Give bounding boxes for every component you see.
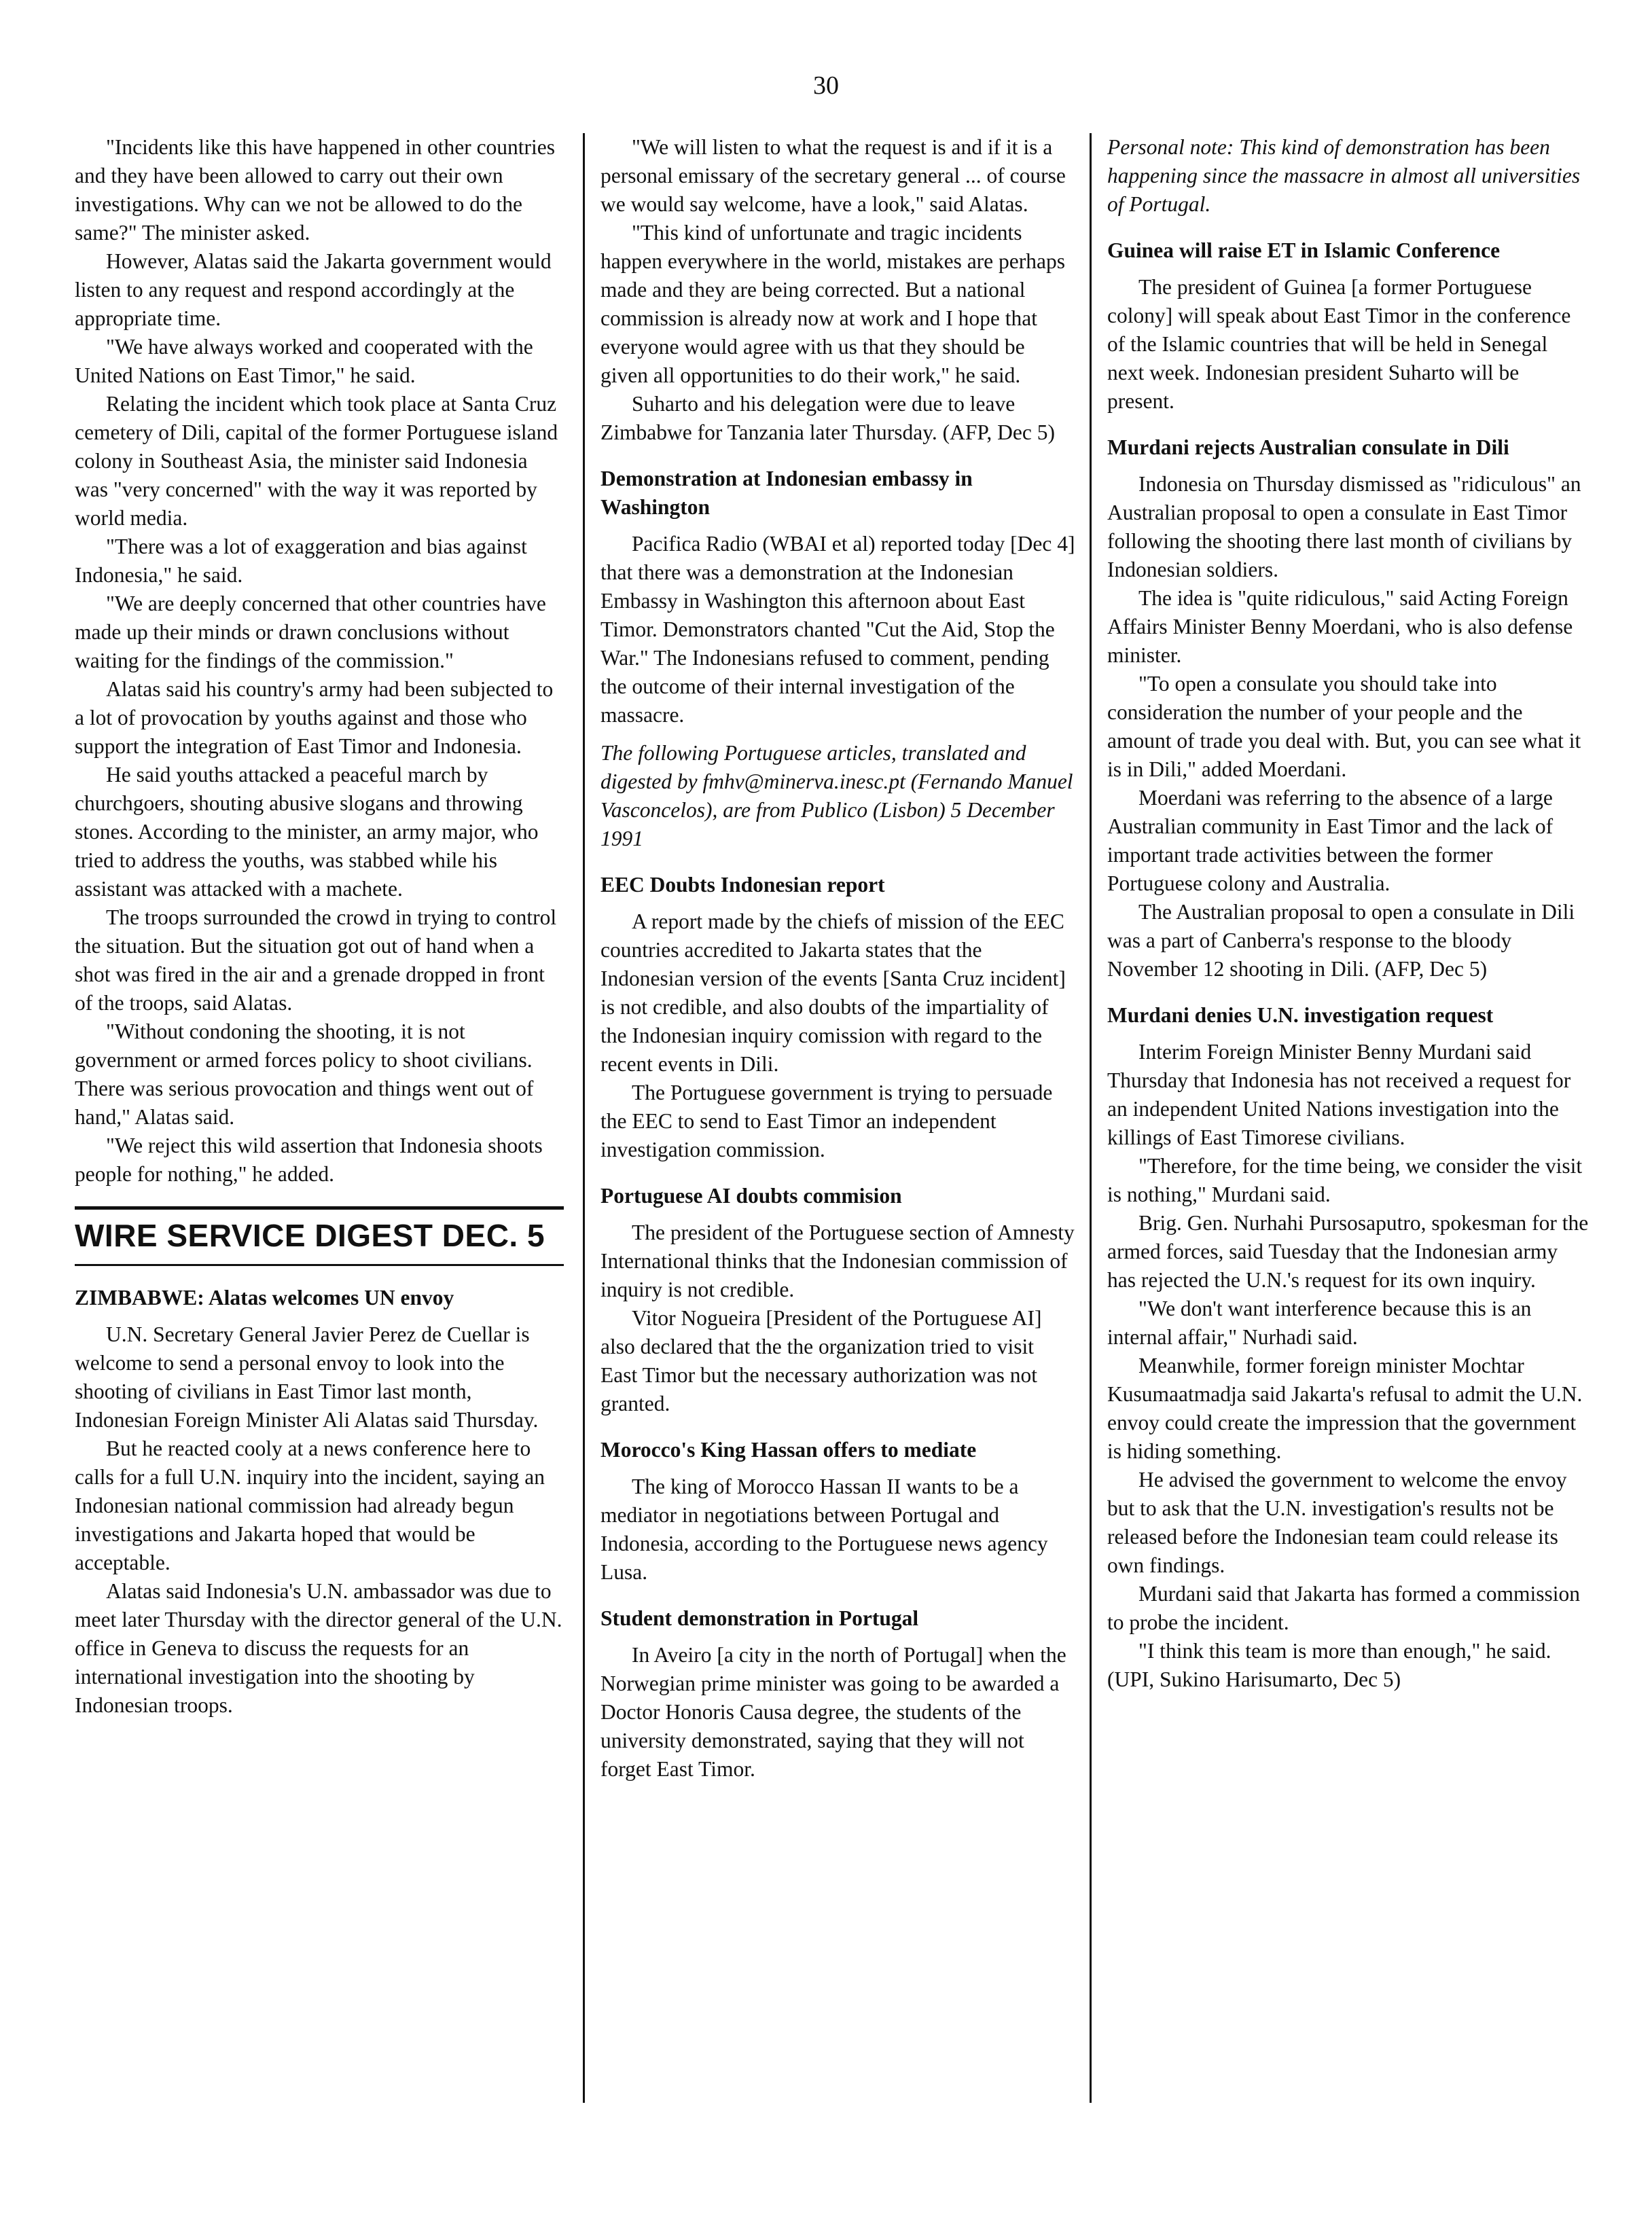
article-heading: Portuguese AI doubts commision (600, 1184, 902, 1208)
article-paragraph: However, Alatas said the Jakarta government would listen to any request and respond accordingly at the appropriate time. (75, 249, 552, 330)
article-paragraph: The president of Guinea [a former Portuguese colony] will speak about East Timor in the conference of the Islamic countries that will be held in Senegal next week. Indonesian president Suharto will be present. (1107, 275, 1571, 413)
article-paragraph: Vitor Nogueira [President of the Portuguese AI] also declared that the the organization tried to visit East Timor but the necessary authorization was not granted. (600, 1306, 1042, 1415)
article-paragraph: The troops surrounded the crowd in trying to control the situation. But the situation got out of hand when a shot was fired in the air and a grenade dropped in front of the troops, said Alatas. (75, 905, 557, 1015)
article-paragraph: "We are deeply concerned that other countries have made up their minds or drawn conclusions without waiting for the findings of the commission." (75, 592, 546, 672)
column-1 (75, 133, 564, 1720)
article-heading: Guinea will raise ET in Islamic Conference (1107, 238, 1501, 262)
article-paragraph: Pacifica Radio (WBAI et al) reported today [Dec 4] that there was a demonstration at the Indonesian Embassy in Washington this afternoon about East Timor. Demonstrators chanted "Cut the Aid, Stop the War." The Indonesians refused to comment, pending the outcome of their internal investigation of the massacre. (600, 532, 1075, 727)
article-paragraph: "We don't want interference because this is an internal affair," Nurhadi said. (1107, 1297, 1532, 1349)
article-paragraph: He said youths attacked a peaceful march by churchgoers, shouting abusive slogans and throwing stones. According to the minister, an army major, who tried to address the youths, was stabbed while his assistant was attacked with a machete. (75, 763, 539, 901)
article-paragraph: "We will listen to what the request is and if it is a personal emissary of the secretary general ... of course we would say welcome, have a look," said Alatas. (600, 135, 1066, 216)
article-paragraph: The Portuguese government is trying to persuade the EEC to send to East Timor an independent investigation commission. (600, 1081, 1053, 1161)
article-heading: EEC Doubts Indonesian report (600, 873, 885, 897)
section-rule (75, 1206, 564, 1210)
page-number: 30 (813, 71, 839, 100)
article-heading: Murdani denies U.N. investigation request (1107, 1003, 1494, 1027)
article-paragraph: Moerdani was referring to the absence of a large Australian community in East Timor and the lack of important trade activities between the former Portuguese colony and Australia. (1107, 786, 1554, 895)
article-paragraph: U.N. Secretary General Javier Perez de Cuellar is welcome to send a personal envoy to look into the shooting of civilians in East Timor last month, Indonesian Foreign Minister Ali Alatas said Thursday. (75, 1322, 539, 1432)
article-paragraph: The president of the Portuguese section of Amnesty International thinks that the Indonesian commission of inquiry is not credible. (600, 1221, 1075, 1301)
article-paragraph: A report made by the chiefs of mission of the EEC countries accredited to Jakarta states that the Indonesian version of the events [Santa Cruz incident] is not credible, and also doubts of the impartiality of the Indonesian inquiry comission with regard to the recent events in Dili. (600, 909, 1066, 1076)
personal-note: Personal note: This kind of demonstration has been happening since the massacre in almost all universities of Portugal. (1107, 135, 1581, 216)
article-paragraph: The Australian proposal to open a consulate in Dili was a part of Canberra's response to the bloody November 12 shooting in Dili. (AFP, Dec 5) (1107, 900, 1575, 981)
column-3 (1107, 133, 1590, 1694)
article-paragraph: The king of Morocco Hassan II wants to be a mediator in negotiations between Portugal and Indonesia, according to the Portuguese news agency Lusa. (600, 1475, 1048, 1584)
column-divider (583, 133, 585, 2103)
article-paragraph: Suharto and his delegation were due to leave Zimbabwe for Tanzania later Thursday. (AFP, Dec 5) (600, 392, 1056, 444)
column-divider (1090, 133, 1092, 2103)
article-paragraph: "We have always worked and cooperated with the United Nations on East Timor," he said. (75, 335, 533, 387)
article-paragraph: Murdani said that Jakarta has formed a commission to probe the incident. (1107, 1582, 1580, 1634)
article-paragraph: He advised the government to welcome the envoy but to ask that the U.N. investigation's results not be released before the Indonesian team could release its own findings. (1107, 1468, 1567, 1577)
column-2 (600, 133, 1076, 1784)
article-heading: Demonstration at Indonesian embassy in Washington (600, 467, 973, 519)
article-paragraph: Alatas said his country's army had been subjected to a lot of provocation by youths against and those who support the integration of East Timor and Indonesia. (75, 677, 554, 758)
article-paragraph: "There was a lot of exaggeration and bias against Indonesia," he said. (75, 535, 527, 587)
article-heading: Murdani rejects Australian consulate in Dili (1107, 435, 1509, 459)
article-paragraph: "I think this team is more than enough," he said. (UPI, Sukino Harisumarto, Dec 5) (1107, 1639, 1551, 1691)
article-paragraph: In Aveiro [a city in the north of Portugal] when the Norwegian prime minister was going to be awarded a Doctor Honoris Causa degree, the students of the university demonstrated, saying that they will not forget East Timor. (600, 1643, 1066, 1781)
article-paragraph: "Without condoning the shooting, it is not government or armed forces policy to shoot civilians. There was serious provocation and things went out of hand," Alatas said. (75, 1019, 534, 1129)
article-paragraph: Brig. Gen. Nurhahi Pursosaputro, spokesman for the armed forces, said Tuesday that the Indonesian army has rejected the U.N.'s request for its own inquiry. (1107, 1211, 1589, 1292)
article-paragraph: "Therefore, for the time being, we consider the visit is nothing," Murdani said. (1107, 1154, 1583, 1206)
article-paragraph: "Incidents like this have happened in other countries and they have been allowed to carry out their own investigations. Why can we not be allowed to do the same?" The minister asked. (75, 135, 556, 245)
article-heading: ZIMBABWE: Alatas welcomes UN envoy (75, 1286, 454, 1310)
article-heading: Morocco's King Hassan offers to mediate (600, 1438, 977, 1462)
article-paragraph: But he reacted cooly at a news conference here to calls for a full U.N. inquiry into the incident, saying an Indonesian national commission had already begun investigations and Jakarta hoped that would be acceptable. (75, 1437, 545, 1574)
article-paragraph: "This kind of unfortunate and tragic incidents happen everywhere in the world, mistakes are perhaps made and they are being corrected. But a national commission is already now at work and I hope that everyone would agree with us that they should be given all opportunities to do their work," he said. (600, 221, 1065, 387)
editor-note: The following Portuguese articles, translated and digested by fmhv@minerva.inesc.pt (Fernando Manuel Vasconcelos), are from Publico (Lisbon) 5 December 1991 (600, 741, 1073, 850)
article-paragraph: The idea is "quite ridiculous," said Acting Foreign Affairs Minister Benny Moerdani, who is also defense minister. (1107, 586, 1573, 667)
article-paragraph: Meanwhile, former foreign minister Mochtar Kusumaatmadja said Jakarta's refusal to admit the U.N. envoy could create the impression that the government is hiding something. (1107, 1354, 1583, 1463)
section-rule (75, 1264, 564, 1266)
article-paragraph: Indonesia on Thursday dismissed as "ridiculous" an Australian proposal to open a consulate in East Timor following the shooting there last month of civilians by Indonesian soldiers. (1107, 472, 1581, 581)
article-paragraph: Alatas said Indonesia's U.N. ambassador was due to meet later Thursday with the director general of the U.N. office in Geneva to discuss the requests for an international investigation into the shooting by Indonesian troops. (75, 1579, 562, 1717)
section-title: WIRE SERVICE DIGEST DEC. 5 (75, 1218, 545, 1253)
article-paragraph: Relating the incident which took place at Santa Cruz cemetery of Dili, capital of the former Portuguese island colony in Southeast Asia, the minister said Indonesia was "very concerned" with the way it was reported by world media. (75, 392, 558, 530)
article-paragraph: "We reject this wild assertion that Indonesia shoots people for nothing," he added. (75, 1134, 543, 1186)
article-paragraph: "To open a consulate you should take into consideration the number of your people and the amount of trade you deal with. But, you can see what it is in Dili," added Moerdani. (1107, 672, 1581, 781)
article-paragraph: Interim Foreign Minister Benny Murdani said Thursday that Indonesia has not received a request for an independent United Nations investigation into the killings of East Timorese civilians. (1107, 1040, 1571, 1149)
article-heading: Student demonstration in Portugal (600, 1606, 919, 1630)
